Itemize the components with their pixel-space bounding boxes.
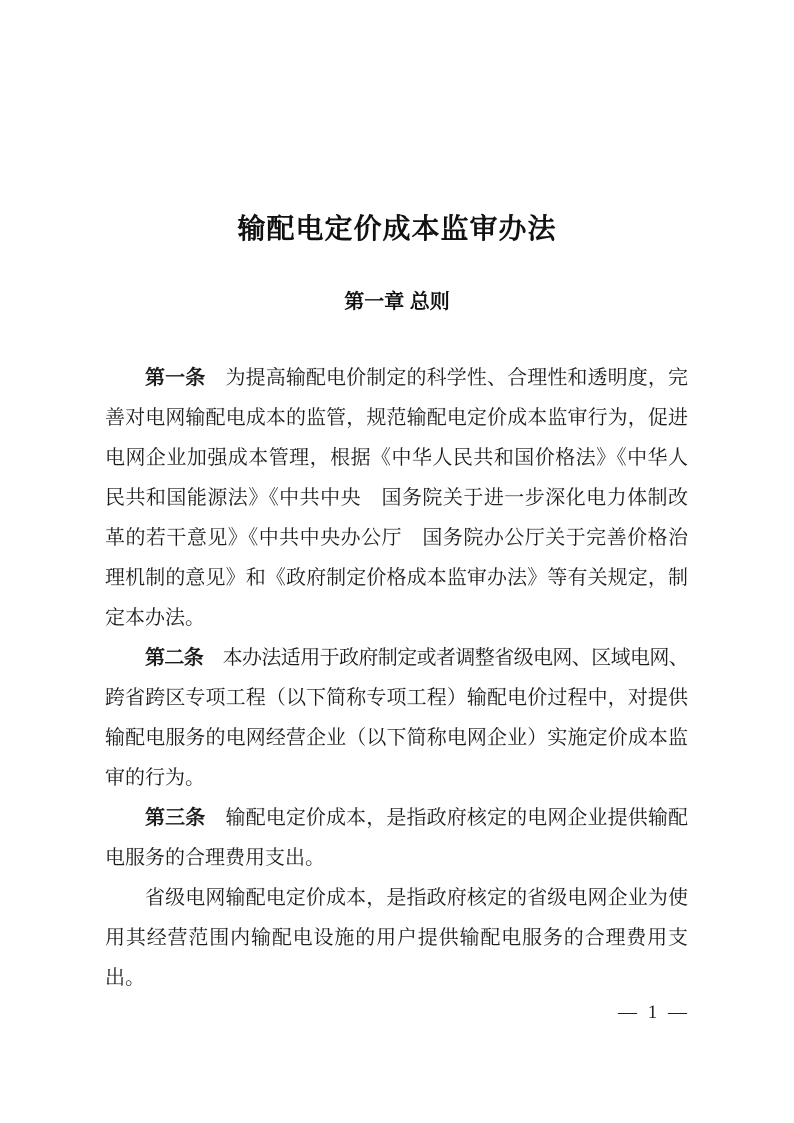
body-line [105, 518, 688, 558]
body-line-text: 理机制的意见》和《政府制定价格成本监审办法》等有关规定，制 [105, 567, 688, 589]
document-title: 输配电定价成本监审办法 [237, 214, 557, 245]
body-line-text: 定本办法。 [105, 607, 205, 629]
body-line [105, 678, 688, 718]
body-line [105, 558, 688, 598]
body-line-text: 审的行为。 [105, 767, 205, 789]
body-line-text: 输配电定价成本，是指政府核定的电网企业提供输配 [205, 807, 689, 829]
body-line-text: 电服务的合理费用支出。 [105, 847, 325, 869]
body-line [105, 718, 688, 758]
body-paragraph [105, 798, 688, 878]
body-paragraph [105, 638, 688, 798]
body-line [105, 798, 688, 838]
body-line [105, 358, 688, 398]
body-line-text: 输配电服务的电网经营企业（以下简称电网企业）实施定价成本监 [105, 727, 688, 749]
body-line [105, 958, 688, 998]
body-block [105, 358, 688, 998]
chapter-heading: 第一章 总则 [344, 291, 450, 313]
article-label: 第一条 [145, 367, 206, 389]
article-label: 第二条 [145, 647, 204, 669]
body-line-text: 省级电网输配电定价成本，是指政府核定的省级电网企业为使 [145, 887, 688, 909]
body-line [105, 398, 688, 438]
body-line-text: 出。 [105, 967, 145, 989]
body-line [105, 918, 688, 958]
body-line-text: 用其经营范围内输配电设施的用户提供输配电服务的合理费用支 [105, 927, 688, 949]
body-line [105, 878, 688, 918]
body-line-text: 跨省跨区专项工程（以下简称专项工程）输配电价过程中，对提供 [105, 687, 688, 709]
body-line [105, 758, 688, 798]
body-line-text: 为提高输配电价制定的科学性、合理性和透明度，完 [205, 367, 689, 389]
body-paragraph [105, 358, 688, 638]
body-line [105, 838, 688, 878]
body-line-text: 革的若干意见》《中共中央办公厅 国务院办公厅关于完善价格治 [105, 527, 688, 549]
page-number: — 1 — [618, 1002, 690, 1023]
body-line-text: 电网企业加强成本管理，根据《中华人民共和国价格法》《中华人 [105, 447, 688, 469]
body-line-text: 民共和国能源法》《中共中央 国务院关于进一步深化电力体制改 [105, 487, 688, 509]
body-line-text: 善对电网输配电成本的监管，规范输配电定价成本监审行为，促进 [105, 407, 688, 429]
body-line [105, 598, 688, 638]
body-line [105, 438, 688, 478]
body-line-text: 本办法适用于政府制定或者调整省级电网、区域电网、 [203, 647, 688, 669]
article-label: 第三条 [145, 807, 206, 829]
body-line [105, 638, 688, 678]
body-paragraph [105, 878, 688, 998]
body-line [105, 478, 688, 518]
